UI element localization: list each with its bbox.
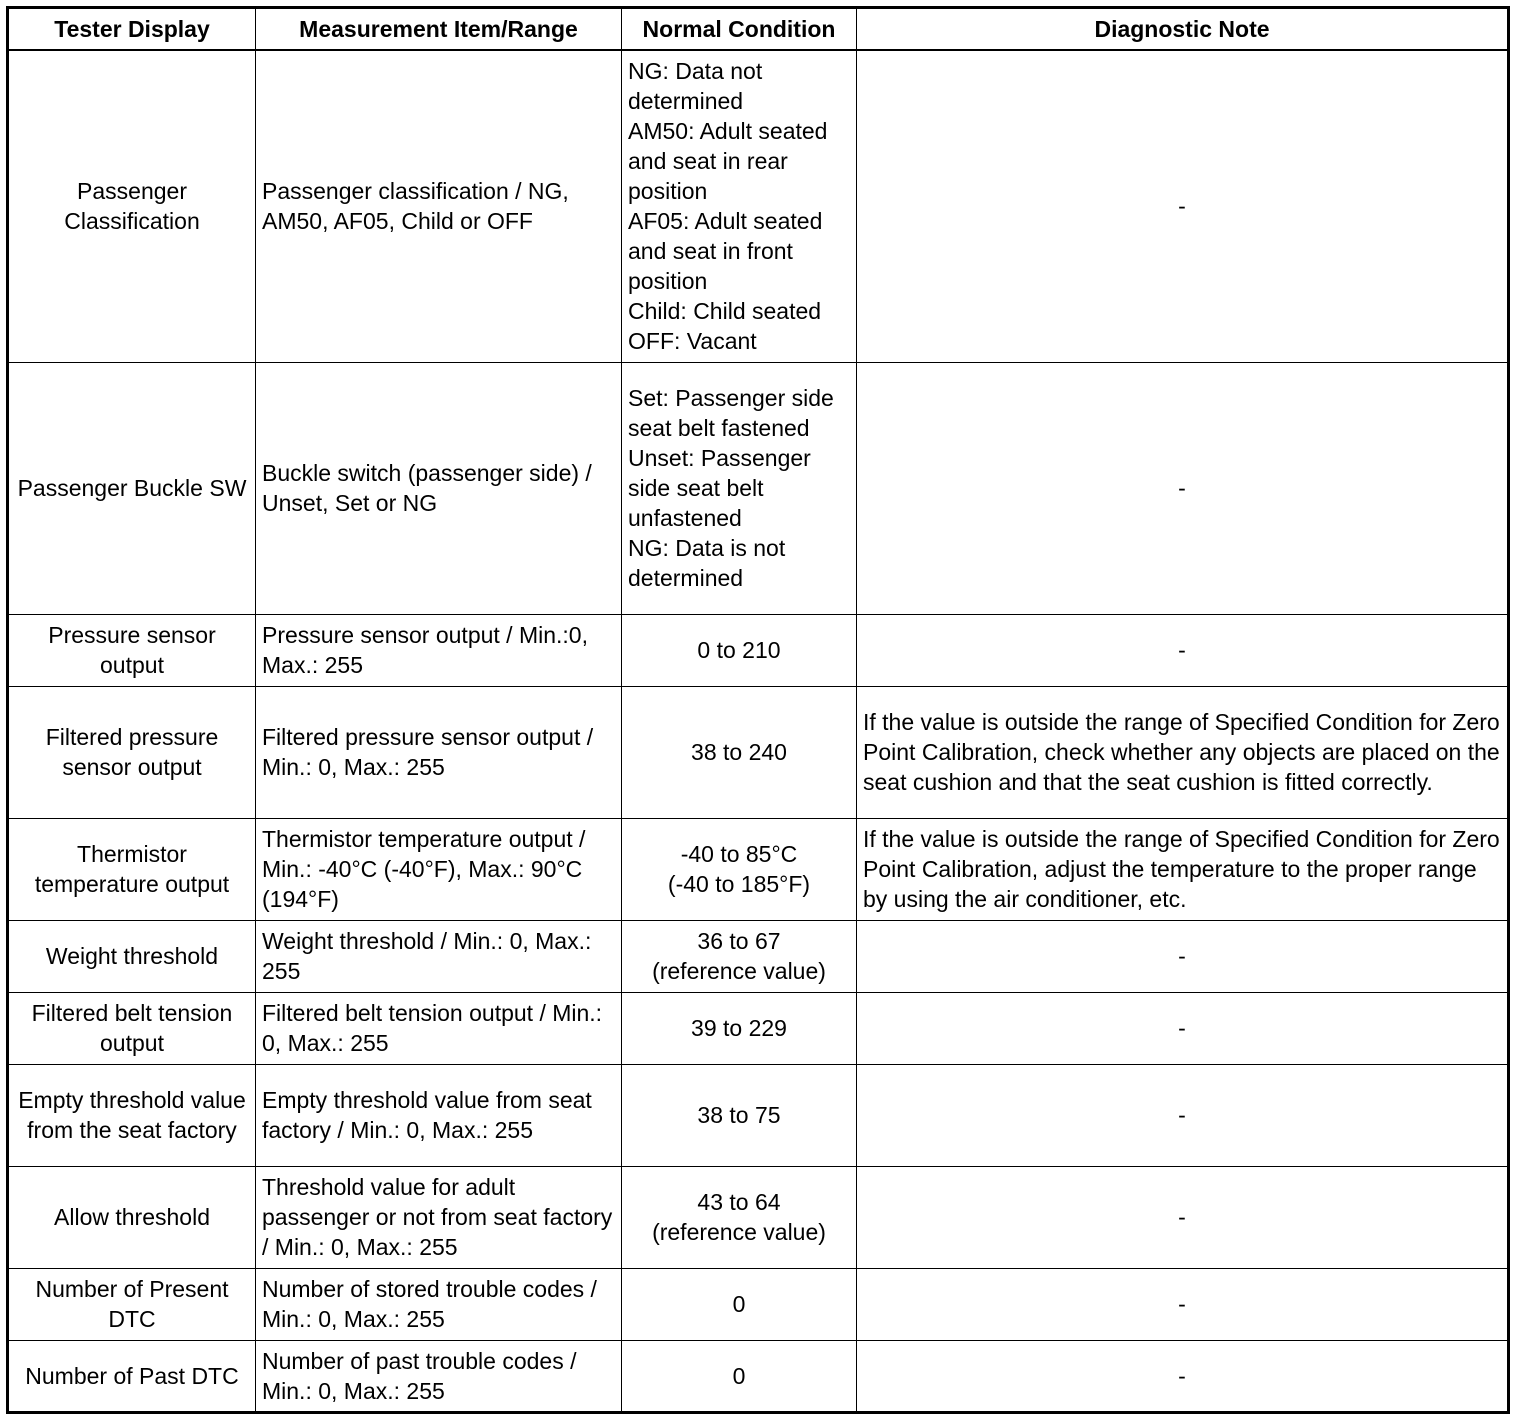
header-measurement-item: Measurement Item/Range	[256, 8, 622, 51]
measurement-item-cell: Filtered belt tension output / Min.: 0, Max.: 255	[256, 992, 622, 1064]
condition-line: 36 to 67	[697, 928, 781, 954]
header-diagnostic-note: Diagnostic Note	[857, 8, 1509, 51]
condition-line: NG: Data not determined	[628, 58, 763, 115]
condition-line: -40 to 85°C	[680, 841, 798, 867]
table-row	[8, 1268, 1509, 1340]
normal-condition-cell	[622, 686, 857, 818]
table-row	[8, 1340, 1509, 1412]
measurement-item-cell: Empty threshold value from seat factory / Min.: 0, Max.: 255	[256, 1064, 622, 1166]
condition-line: Child: Child seated	[628, 298, 822, 325]
normal-condition-cell	[622, 992, 857, 1064]
table-row	[8, 614, 1509, 686]
measurement-item-cell: Threshold value for adult passenger or not from seat factory / Min.: 0, Max.: 255	[256, 1166, 622, 1268]
condition-line: 38 to 240	[691, 739, 787, 765]
condition-line: Unset: Passenger side seat belt unfastened	[628, 445, 811, 531]
condition-line: 43 to 64	[697, 1189, 781, 1215]
header-row	[8, 8, 1509, 51]
tester-display-cell: Allow threshold	[8, 1166, 256, 1268]
tester-display-cell: Thermistor temperature output	[8, 818, 256, 920]
table-row	[8, 362, 1509, 614]
diagnostic-note-cell: -	[857, 920, 1509, 992]
tester-display-cell: Passenger Classification	[8, 50, 256, 362]
table-row	[8, 1064, 1509, 1166]
diagnostic-note-cell: -	[857, 992, 1509, 1064]
table-row	[8, 686, 1509, 818]
condition-line: 0	[732, 1362, 746, 1389]
tester-display-cell: Number of Present DTC	[8, 1268, 256, 1340]
normal-condition-cell	[622, 818, 857, 920]
tester-display-cell: Empty threshold value from the seat factory	[8, 1064, 256, 1166]
tester-display-cell: Pressure sensor output	[8, 614, 256, 686]
condition-line: AF05: Adult seated and seat in front position	[628, 208, 823, 295]
header-tester-display: Tester Display	[8, 8, 256, 51]
table-row	[8, 920, 1509, 992]
diagnostic-note-cell: If the value is outside the range of Specified Condition for Zero Point Calibration, adjust the temperature to the proper range by using the air conditioner, etc.	[857, 818, 1509, 920]
measurement-item-cell: Number of stored trouble codes / Min.: 0, Max.: 255	[256, 1268, 622, 1340]
condition-line: AM50: Adult seated and seat in rear position	[628, 118, 828, 205]
table-row	[8, 50, 1509, 362]
table-row	[8, 1166, 1509, 1268]
measurement-item-cell: Passenger classification / NG, AM50, AF05, Child or OFF	[256, 50, 622, 362]
normal-condition-cell	[622, 1268, 857, 1340]
tester-display-cell: Passenger Buckle SW	[8, 362, 256, 614]
tester-display-cell: Filtered belt tension output	[8, 992, 256, 1064]
header-normal-condition: Normal Condition	[622, 8, 857, 51]
diagnostic-note-cell: -	[857, 1340, 1509, 1412]
tester-display-cell: Weight threshold	[8, 920, 256, 992]
table-row	[8, 818, 1509, 920]
condition-line: (reference value)	[652, 958, 826, 984]
normal-condition-cell	[622, 1064, 857, 1166]
tester-display-cell: Filtered pressure sensor output	[8, 686, 256, 818]
data-list-table	[6, 6, 1510, 1414]
condition-line: 39 to 229	[691, 1015, 787, 1041]
diagnostic-note-cell: -	[857, 362, 1509, 614]
normal-condition-cell	[622, 614, 857, 686]
measurement-item-cell: Weight threshold / Min.: 0, Max.: 255	[256, 920, 622, 992]
measurement-item-cell: Filtered pressure sensor output / Min.: 0, Max.: 255	[256, 686, 622, 818]
condition-line: 0	[732, 1291, 746, 1317]
condition-line: 0 to 210	[697, 637, 781, 663]
normal-condition-cell	[622, 920, 857, 992]
diagnostic-note-cell: -	[857, 50, 1509, 362]
diagnostic-note-cell: -	[857, 1064, 1509, 1166]
measurement-item-cell: Pressure sensor output / Min.:0, Max.: 255	[256, 614, 622, 686]
condition-line: (reference value)	[652, 1219, 826, 1245]
condition-line: OFF: Vacant	[628, 328, 757, 355]
condition-line: 38 to 75	[697, 1102, 781, 1128]
condition-line: NG: Data is not determined	[628, 535, 786, 591]
measurement-item-cell: Number of past trouble codes / Min.: 0, Max.: 255	[256, 1340, 622, 1412]
condition-line: (-40 to 185°F)	[667, 871, 811, 897]
diagnostic-note-cell: -	[857, 1166, 1509, 1268]
normal-condition-cell	[622, 50, 857, 362]
diagnostic-note-cell: -	[857, 614, 1509, 686]
tester-display-cell: Number of Past DTC	[8, 1340, 256, 1412]
normal-condition-cell	[622, 1166, 857, 1268]
condition-line: Set: Passenger side seat belt fastened	[628, 385, 834, 441]
diagnostic-note-cell: If the value is outside the range of Specified Condition for Zero Point Calibration, check whether any objects are placed on the seat cushion and that the seat cushion is fitted correctly.	[857, 686, 1509, 818]
normal-condition-cell	[622, 1340, 857, 1412]
diagnostic-note-cell: -	[857, 1268, 1509, 1340]
table-row	[8, 992, 1509, 1064]
measurement-item-cell: Buckle switch (passenger side) / Unset, Set or NG	[256, 362, 622, 614]
normal-condition-cell	[622, 362, 857, 614]
measurement-item-cell: Thermistor temperature output / Min.: -40°C (-40°F), Max.: 90°C (194°F)	[256, 818, 622, 920]
